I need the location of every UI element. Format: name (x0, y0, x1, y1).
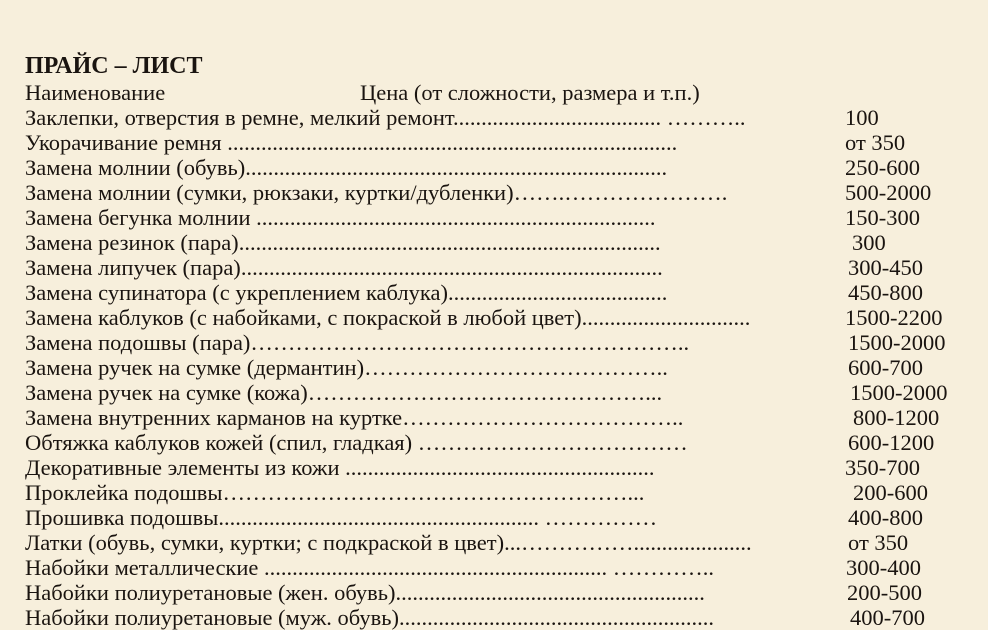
dot-leader: ..................................... ……….. (453, 105, 746, 130)
dot-leader: ………………………………………... (307, 380, 663, 405)
service-price: 400-700 (850, 605, 925, 630)
service-name: Замена супинатора (с укреплением каблука) (25, 280, 448, 305)
service-name: Обтяжка каблуков кожей (спил, гладкая) (25, 430, 418, 455)
column-header-name: Наименование (25, 80, 166, 105)
service-price: 100 (845, 105, 879, 130)
price-list-item (25, 455, 655, 480)
price-list-item (25, 305, 750, 330)
dot-leader: ……………………………….. (402, 405, 684, 430)
price-list-item (25, 430, 688, 455)
price-list-item (25, 480, 644, 505)
service-name: Декоративные элементы из кожи (25, 455, 346, 480)
service-price: 600-1200 (848, 430, 935, 455)
service-price: 350-700 (845, 455, 920, 480)
dot-leader: ………………………………………………... (222, 480, 645, 505)
dot-leader: ................................................................................ (227, 130, 678, 155)
service-price: от 350 (845, 130, 906, 155)
dot-leader: ......................................................... …………… (218, 505, 658, 530)
service-price: 250-600 (845, 155, 920, 180)
dot-leader: ....................................................... (345, 455, 655, 480)
price-list-item (25, 105, 746, 130)
dot-leader: ........................................................................... (245, 155, 668, 180)
service-price: от 350 (848, 530, 909, 555)
service-price: 1500-2000 (848, 330, 946, 355)
dot-leader: ............................................................. ………….. (264, 555, 715, 580)
price-list-item (25, 405, 683, 430)
column-header-price: Цена (от сложности, размера и т.п.) (360, 80, 700, 105)
price-list-item (25, 280, 667, 305)
dot-leader: ....................................... (447, 280, 668, 305)
service-name: Замена ручек на сумке (дермантин) (25, 355, 365, 380)
service-name: Набойки полиуретановые (муж. обувь) (25, 605, 400, 630)
service-name: Набойки полиуретановые (жен. обувь) (25, 580, 396, 605)
service-price: 500-2000 (845, 180, 932, 205)
service-name: Замена молнии (сумки, рюкзаки, куртки/дубленки) (25, 180, 514, 205)
dot-leader: ………………………………….. (364, 355, 668, 380)
price-list-item (25, 355, 668, 380)
service-price: 150-300 (845, 205, 920, 230)
price-list-item (25, 130, 677, 155)
dot-leader: ……………………………… (417, 430, 688, 455)
service-price: 400-800 (848, 505, 923, 530)
price-list-item (25, 330, 689, 355)
service-price: 600-700 (848, 355, 923, 380)
price-list-item (25, 155, 667, 180)
service-price: 1500-2200 (845, 305, 943, 330)
price-list-item (25, 580, 705, 605)
dot-leader: ........................................................................... (240, 255, 663, 280)
dot-leader: …….…………………. (513, 180, 728, 205)
service-name: Замена ручек на сумке (кожа) (25, 380, 308, 405)
price-list-item (25, 180, 727, 205)
service-name: Замена внутренних карманов на куртке (25, 405, 403, 430)
service-price: 200-600 (853, 480, 928, 505)
service-name: Прошивка подошвы (25, 505, 219, 530)
dot-leader: ........................................................................... (238, 230, 661, 255)
service-name: Замена резинок (пара) (25, 230, 239, 255)
service-name: Замена подошвы (пара) (25, 330, 251, 355)
service-price: 300 (852, 230, 886, 255)
service-name: Укорачивание ремня (25, 130, 228, 155)
price-list-item (25, 205, 656, 230)
price-list-item (25, 505, 657, 530)
service-name: Заклепки, отверстия в ремне, мелкий ремонт (25, 105, 454, 130)
service-price: 300-400 (846, 555, 921, 580)
document-title: ПРАЙС – ЛИСТ (25, 53, 203, 79)
service-name: Замена бегунка молнии (25, 205, 257, 230)
service-name: Проклейка подошвы (25, 480, 223, 505)
price-list-item (25, 380, 662, 405)
service-name: Набойки металлические (25, 555, 265, 580)
service-price: 300-450 (848, 255, 923, 280)
service-price: 450-800 (848, 280, 923, 305)
service-price: 1500-2000 (850, 380, 948, 405)
dot-leader: ...……………..................... (504, 530, 752, 555)
price-list-item (25, 530, 752, 555)
dot-leader: ....................................................... (395, 580, 705, 605)
dot-leader: .............................. (581, 305, 751, 330)
price-list-item (25, 555, 714, 580)
dot-leader: ....................................................................... (256, 205, 656, 230)
service-price: 800-1200 (853, 405, 940, 430)
service-name: Замена молнии (обувь) (25, 155, 246, 180)
service-name: Латки (обувь, сумки, куртки; с подкраской в цвет) (25, 530, 505, 555)
price-list-item (25, 255, 663, 280)
service-name: Замена липучек (пара) (25, 255, 241, 280)
dot-leader: ........................................................ (399, 605, 715, 630)
service-price: 200-500 (847, 580, 922, 605)
price-list-item (25, 230, 661, 255)
dot-leader: ………………………………………………….. (250, 330, 690, 355)
service-name: Замена каблуков (с набойками, с покраской в любой цвет) (25, 305, 582, 330)
